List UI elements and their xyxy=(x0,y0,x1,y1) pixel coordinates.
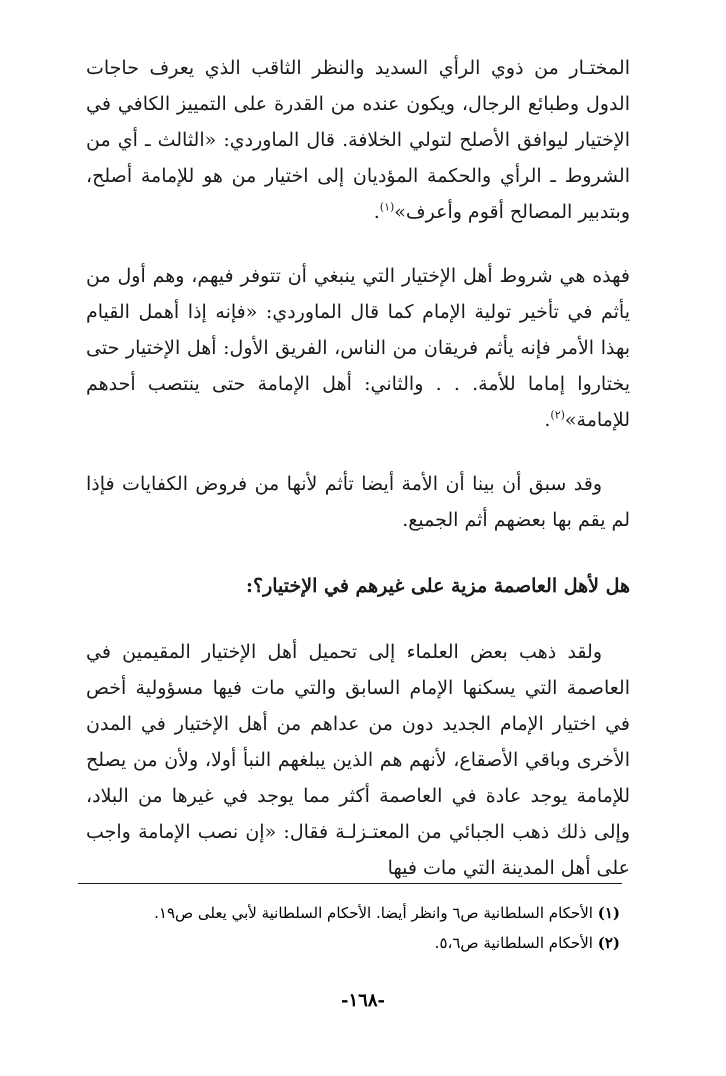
footnote-1 xyxy=(86,898,620,928)
paragraph-2 xyxy=(86,258,630,438)
paragraph-2-tail: . xyxy=(544,409,551,431)
footnote-marker-1: (١) xyxy=(379,200,395,214)
footnote-2-number: (٢) xyxy=(597,934,620,952)
page-number: -١٦٨- xyxy=(341,990,385,1011)
footnotes xyxy=(86,898,620,958)
footnote-1-text: الأحكام السلطانية ص٦ وانظر أيضا. الأحكام السلطانية لأبي يعلى ص١٩. xyxy=(154,904,593,922)
footnote-marker-2: (٢) xyxy=(550,408,565,422)
paragraph-4: ولقد ذهب بعض العلماء إلى تحميل أهل الإختيار المقيمين في العاصمة التي يسكنها الإمام السابق والتي مات فيها مسؤولية أخص في اختيار الإمام الجديد دون من عداهم من أهل الإختيار في المدن الأخرى وباقي الأصقاع، لأنهم هم الذين يبلغهم النبأ أولا، ولأن من يصلح للإمامة يوجد عادة في العاصمة أكثر مما يوجد في غيرها من البلاد، وإلى ذلك ذهب الجبائي من المعتـزلـة فقال: «إن نصب الإمامة واجب على أهل المدينة التي مات فيها xyxy=(86,641,630,879)
paragraph-3-text: وقد سبق أن بينا أن الأمة أيضا تأثم لأنها من فروض الكفايات فإذا لم يقم بها بعضهم أثم الجميع. xyxy=(86,473,630,531)
paragraph-1-text: المختـار من ذوي الرأي السديد والنظر الثاقب الذي يعرف حاجات الدول وطبائع الرجال، ويكون عنده من القدرة على التمييز الكافي في الإختيار ليوافق الأصلح لتولي الخلافة. قال الماوردي: «الثالث ـ أي من الشروط ـ الرأي والحكمة المؤديان إلى اختيار من هو للإمامة أصلح، وبتدبير المصالح أقوم وأعرف» xyxy=(86,57,630,223)
footnote-2-text: الأحكام السلطانية ص٥،٦. xyxy=(434,934,593,952)
paragraph-1 xyxy=(86,50,630,230)
paragraph-3 xyxy=(86,466,630,538)
footnote-separator xyxy=(78,883,622,884)
paragraph-1-tail: . xyxy=(373,201,380,223)
section-heading: هل لأهل العاصمة مزية على غيرهم في الإختيار؟: xyxy=(245,575,630,597)
paragraph-2-text: فهذه هي شروط أهل الإختيار التي ينبغي أن تتوفر فيهم، وهم أول من يأثم في تأخير تولية الإمام كما قال الماوردي: «فإنه إذا أهمل القيام بهذا الأمر فإنه يأثم فريقان من الناس، الفريق الأول: أهل الإختيار حتى يختاروا إماما للأمة. . . والثاني: أهل الإمامة حتى ينتصب أحدهم للإمامة» xyxy=(86,265,630,431)
footnote-1-number: (١) xyxy=(597,904,620,922)
footnote-2 xyxy=(86,928,620,958)
